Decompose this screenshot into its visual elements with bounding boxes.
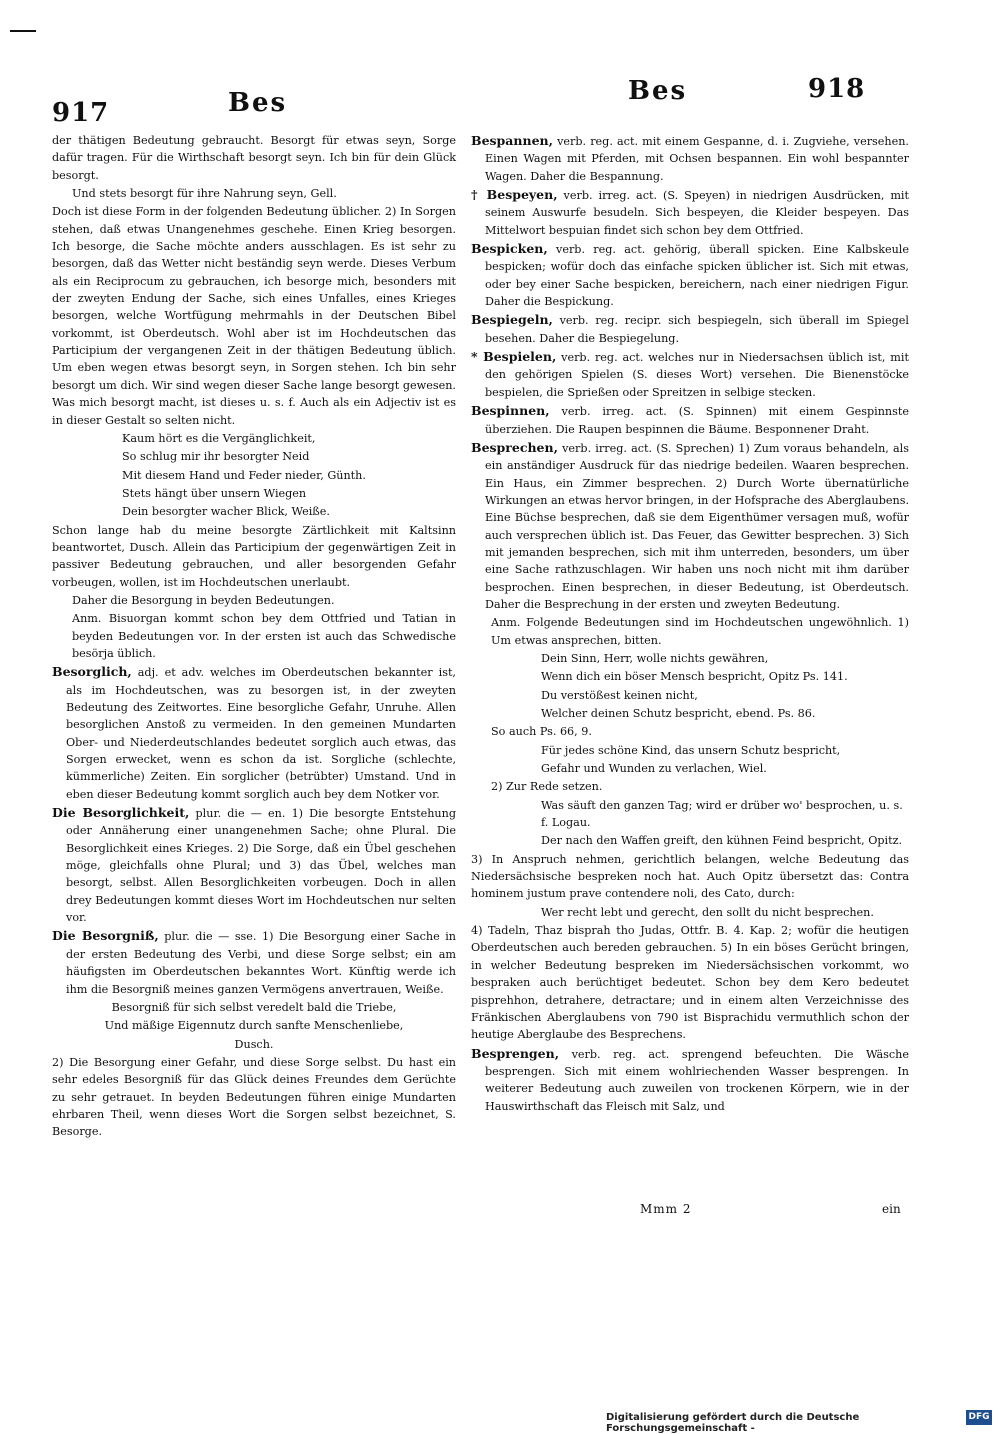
dictionary-entry: Dein besorgter wacher Blick, Weiße.: [122, 505, 330, 519]
right-column: [471, 132, 909, 1115]
catchword: ein: [882, 1202, 901, 1216]
dictionary-entry: Die Besorgniß, plur. die — sse. 1) Die Besorgung einer Sache in der ersten Bedeutung des Verbi, und diese Sorge selbst; ein am häufigsten im Oberdeutschen bekanntes Wort. Künftig werde ich ihm die Besorgniß meines ganzen Vermögens anvertrauen, Weiße.: [52, 928, 456, 996]
lemma-headword: Bespinnen,: [471, 403, 550, 419]
left-running-head: Bes: [228, 88, 288, 118]
dictionary-entry: Bespicken, verb. reg. act. gehörig, überall spicken. Eine Kalbskeule bespicken; wofür doch das einfache spicken üblicher ist. Sich mit etwas, oder bey einer Sache bespicken, bereichern, nach einer niedrigen Figur. Daher die Bespickung.: [471, 241, 909, 309]
dictionary-entry: Schon lange hab du meine besorgte Zärtlichkeit mit Kaltsinn beantwortet, Dusch. Allein das Participium der gegenwärtigen Zeit in passiver Bedeutung gebrauchen, und aller besorgenden Gefahr vorbeugen, wollen, ist im Hochdeutschen unerlaubt.: [52, 523, 456, 589]
dictionary-entry: Besprengen, verb. reg. act. sprengend befeuchten. Die Wäsche besprengen. Sich mit einem wohlriechenden Wasser besprengen. In weiterer Bedeutung auch zuweilen von trockenen Körpern, wie in der Hauswirthschaft das Fleisch mit Salz, und: [471, 1045, 909, 1113]
dictionary-entry: Daher die Besorgung in beyden Bedeutungen.: [72, 593, 335, 607]
dictionary-entry: Doch ist diese Form in der folgenden Bedeutung üblicher. 2) In Sorgen stehen, daß etwas Unangenehmes geschehe. Einen Krieg besorgen. Ich besorge, die Sache möchte anders ausschlagen. Es ist sehr zu besorgen, daß das Wetter nicht beständig seyn werde. Dieses Verbum als ein Reciprocum zu gebrauchen, ich besorge mich, besonders mit der zweyten Endung der Sache, sich eines Unfalles, eines Krieges besorgen, welche Wortfügung mehrmahls in der Deutschen Bibel vorkommt, ist Oberdeutsch. Wohl aber ist im Hochdeutschen das Participium der vergangenen Zeit in der thätigen Bedeutung üblich. Um eben wegen etwas besorgt seyn, in Sorgen stehen. Ich bin sehr besorgt um dich. Wir sind wegen dieser Sache lange besorgt gewesen. Was mich besorgt macht, ist dieses u. s. f. Auch als ein Adjectiv ist es in dieser Gestalt so selten nicht.: [52, 205, 456, 427]
lemma-headword: Bespicken,: [471, 241, 548, 257]
dictionary-entry: Kaum hört es die Vergänglichkeit,: [122, 431, 316, 445]
dictionary-entry: Für jedes schöne Kind, das unsern Schutz bespricht,: [541, 743, 841, 757]
lemma-headword: † Bespeyen,: [471, 187, 558, 203]
right-page-number: 918: [808, 74, 866, 104]
dictionary-entry: 3) In Anspruch nehmen, gerichtlich belangen, welche Bedeutung das Niedersächsische bespreken noch hat. Auch Opitz übersetzt das: Contra hominem justum prave contendere noli, des Cato, durch:: [471, 852, 909, 901]
dictionary-entry: Bespannen, verb. reg. act. mit einem Gespanne, d. i. Zugviehe, versehen. Einen Wagen mit Pferden, mit Ochsen bespannen. Ein wohl bespannter Wagen. Daher die Bespannung.: [471, 133, 909, 183]
dictionary-entry: Bespiegeln, verb. reg. recipr. sich bespiegeln, sich überall im Spiegel besehen. Daher die Bespiegelung.: [471, 312, 909, 345]
dfg-logo: DFG: [966, 1410, 992, 1425]
dictionary-entry: Besorglich, adj. et adv. welches im Oberdeutschen bekannter ist, als im Hochdeutschen, was zu besorgen ist, in der zweyten Bedeutung des Zeitwortes. Eine besorgliche Gefahr, Unruhe. Allen besorglichen Anstoß zu vermeiden. In den gemeinen Mundarten Ober- und Niederdeutschlandes bedeutet sorglich auch etwas, das Sorgen erwecket, wenn es schon da ist. Sorgliche (schlechte, kümmerliche) Zeiten. Ein sorglicher (betrübter) Umstand. Und in eben dieser Bedeutung kommt sorglich auch bey dem Notker vor.: [52, 664, 456, 801]
dictionary-entry: 2) Die Besorgung einer Gefahr, und diese Sorge selbst. Du hast ein sehr edeles Besorgniß für das Glück deines Freundes dem Gerüchte zu sehr getrauet. In beyden Bedeutungen führen einige Mundarten ehrbaren Theil, wenn dieses Wort die Sorgen selbst bezeichnet, S. Besorge.: [52, 1055, 456, 1139]
lemma-headword: Bespiegeln,: [471, 312, 553, 328]
dictionary-entry: Und mäßige Eigennutz durch sanfte Menschenliebe,: [104, 1019, 404, 1033]
crop-mark: [10, 30, 36, 32]
dictionary-entry: Welcher deinen Schutz bespricht, ebend. Ps. 86.: [541, 707, 816, 720]
dictionary-entry: Dusch.: [234, 1037, 274, 1051]
right-running-head: Bes: [628, 76, 688, 106]
left-page-number: 917: [52, 98, 110, 128]
dictionary-entry: Stets hängt über unsern Wiegen: [122, 486, 307, 500]
dictionary-entry: Anm. Folgende Bedeutungen sind im Hochdeutschen ungewöhnlich. 1) Um etwas ansprechen, bitten.: [491, 616, 909, 647]
dictionary-entry: Und stets besorgt für ihre Nahrung seyn, Gell.: [72, 187, 337, 201]
dictionary-entry: Dein Sinn, Herr, wolle nichts gewähren,: [541, 651, 769, 665]
dictionary-entry: 4) Tadeln, Thaz bisprah tho Judas, Ottfr. B. 4. Kap. 2; wofür die heutigen Oberdeutschen auch bereden gebrauchen. 5) In ein böses Gerücht bringen, in welcher Bedeutung bespreken im Niedersächsischen vorkommt, wo bespraken auch berüchtiget bedeutet. Schon bey dem Kero bedeutet pisprehhon, detrahere, detractare; und in einem alten Verzeichnisse des Fränkischen Aberglaubens von 790 ist Bisprachidu vermuthlich schon der heutige Aberglaube des Besprechens.: [471, 924, 909, 1042]
dictionary-entry: So schlug mir ihr besorgter Neid: [122, 450, 310, 464]
dictionary-entry: 2) Zur Rede setzen.: [491, 780, 603, 794]
dictionary-entry: So auch Ps. 66, 9.: [491, 725, 592, 739]
left-column: [52, 132, 456, 1141]
dictionary-entry: der thätigen Bedeutung gebraucht. Besorgt für etwas seyn, Sorge dafür tragen. Für die Wirthschaft besorgt seyn. Ich bin für dein Glück besorgt.: [52, 134, 456, 182]
lemma-headword: Besprechen,: [471, 439, 558, 455]
lemma-headword: Die Besorgniß,: [52, 928, 159, 944]
dictionary-entry: Der nach den Waffen greift, den kühnen Feind bespricht, Opitz.: [541, 834, 903, 848]
dictionary-entry: Wer recht lebt und gerecht, den sollt du nicht besprechen.: [541, 905, 874, 919]
lemma-headword: Besprengen,: [471, 1045, 560, 1061]
dictionary-entry: * Bespielen, verb. reg. act. welches nur in Niedersachsen üblich ist, mit den gehörigen Spielen (S. dieses Wort) versehen. Die Bienenstöcke bespielen, die Sprießen oder Spreitzen in selbige stecken.: [471, 349, 909, 399]
dictionary-entry: Die Besorglichkeit, plur. die — en. 1) Die besorgte Entstehung oder Annäherung einer unangenehmen Sache; ohne Plural. Die Besorglichkeit eines Krieges. 2) Die Sorge, daß ein Übel geschehen möge, gleichfalls ohne Plural; und 3) das Übel, welches man besorgt, selbst. Allen Besorglichkeiten vorbeugen. Doch in allen drey Bedeutungen kommt dieses Wort im Hochdeutschen nur selten vor.: [52, 805, 456, 925]
lemma-headword: * Bespielen,: [471, 349, 557, 365]
dictionary-entry: Besprechen, verb. irreg. act. (S. Sprechen) 1) Zum voraus behandeln, als ein anständiger Ausdruck für das niedrige bedeilen. Waaren besprechen. Ein Haus, ein Zimmer besprechen. 2) Durch Worte übernatürliche Wirkungen an etwas hervor bringen, in der Hofsprache des Aberglaubens. Eine Büchse besprechen, daß sie dem Eigenthümer versagen muß, wofür auch versprechen üblich ist. Das Feuer, das Gewitter besprechen. 3) Sich mit jemanden besprechen, sich mit ihm unterreden, besonders, um über eine Sache rathzuschlagen. Wir haben uns noch nicht mit ihm darüber besprochen. Einen besprechen, in dieser Bedeutung, ist Oberdeutsch. Daher die Besprechung in der ersten und zweyten Bedeutung.: [471, 439, 909, 611]
lemma-headword: Besorglich,: [52, 664, 132, 680]
dictionary-entry: Was säuft den ganzen Tag; wird er drüber wo' besprochen, u. s. f. Logau.: [541, 798, 903, 830]
dictionary-entry: † Bespeyen, verb. irreg. act. (S. Speyen) in niedrigen Ausdrücken, mit seinem Auswurfe besudeln. Sich bespeyen, die Kleider bespeyen. Das Mittelwort bespuian findet sich schon bey dem Ottfried.: [471, 187, 910, 237]
signature-mark: Mmm 2: [640, 1202, 692, 1216]
dictionary-entry: Gefahr und Wunden zu verlachen, Wiel.: [541, 762, 767, 776]
dictionary-entry: Wenn dich ein böser Mensch bespricht, Opitz Ps. 141.: [541, 670, 848, 684]
dictionary-entry: Bespinnen, verb. irreg. act. (S. Spinnen) mit einem Gespinnste überziehen. Die Raupen bespinnen die Bäume. Besponnener Draht.: [471, 403, 909, 436]
dictionary-entry: Du verstößest keinen nicht,: [541, 688, 698, 702]
dictionary-entry: Mit diesem Hand und Feder nieder, Günth.: [122, 468, 366, 482]
dictionary-entry: Besorgniß für sich selbst veredelt bald die Triebe,: [111, 1000, 397, 1014]
digitization-credit: Digitalisierung gefördert durch die Deutsche Forschungsgemeinschaft -: [606, 1412, 860, 1434]
lemma-headword: Die Besorglichkeit,: [52, 805, 190, 821]
lemma-headword: Bespannen,: [471, 133, 553, 148]
dictionary-entry: Anm. Bisuorgan kommt schon bey dem Ottfried und Tatian in beyden Bedeutungen vor. In der ersten ist auch das Schwedische besörja üblich.: [72, 612, 456, 660]
